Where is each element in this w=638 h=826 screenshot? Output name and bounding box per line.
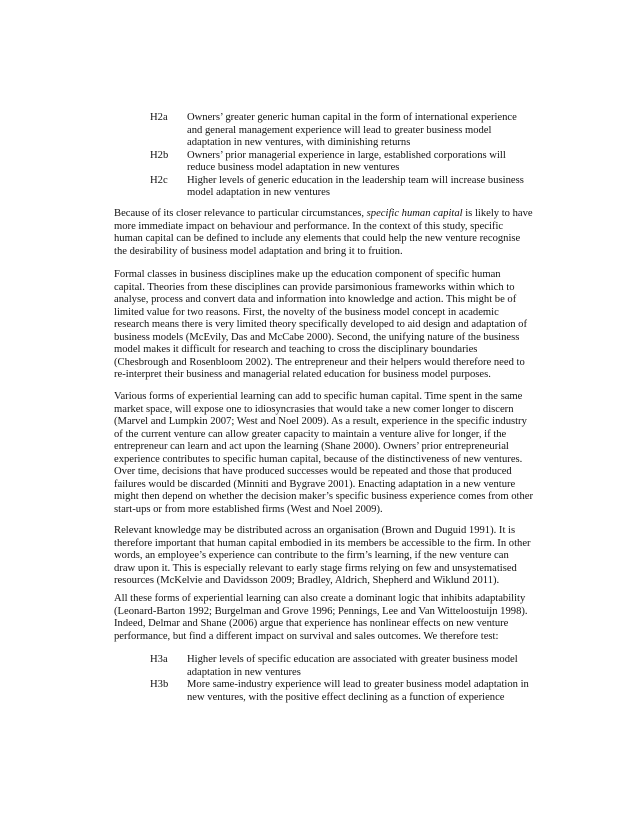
hypothesis-code: H2b <box>150 149 169 161</box>
paragraph-line: market space, will expose one to idiosyncrasies that would take a new comer longer to discern <box>114 403 514 415</box>
hypothesis-line: new ventures, with the positive effect declining as a function of experience <box>187 691 505 703</box>
paragraph-line: experience contributes to specific human capital, because of the distinctiveness of new ventures. <box>114 453 523 465</box>
paragraph-line: limited value for two reasons. First, the novelty of the business model concept in academic <box>114 306 499 318</box>
paragraph-line: Over time, decisions that have produced successes would be repeated and those that produced <box>114 466 512 477</box>
hypothesis-code: H3a <box>150 654 168 665</box>
emphasis-term: specific human capital <box>366 208 463 219</box>
paragraph-experiential-learning <box>114 391 534 516</box>
paragraph-line: entrepreneur can learn and act upon the learning (Shane 2000). Owners’ prior entrepreneurial <box>114 441 509 452</box>
hypothesis-line: Higher levels of generic education in the leadership team will increase business <box>187 174 524 186</box>
paragraph-line: (Leonard-Barton 1992; Burgelman and Grove 1996; Pennings, Lee and Van Witteloostuijn 1998). <box>114 605 528 617</box>
hypothesis-h2b <box>114 150 534 175</box>
paragraph-line: capital. Theories from these disciplines can provide parsimonious frameworks within which to <box>114 281 515 293</box>
paragraph-line: words, an employee’s experience can contribute to the firm’s learning, if the new venture can <box>114 550 509 561</box>
paragraph-line: more immediate impact on behaviour and performance. In the context of this study, specific <box>114 220 504 232</box>
hypothesis-line: Owners’ prior managerial experience in large, established corporations will <box>187 149 506 161</box>
paragraph-line: Indeed, Delmar and Shane (2006) argue that experience has nonlinear effects on new venture <box>114 618 509 629</box>
paragraph-line: Formal classes in business disciplines make up the education component of specific human <box>114 269 501 280</box>
paragraph-line: re-interpret their business and managerial related education for business model purposes. <box>114 369 491 380</box>
hypothesis-code: H3b <box>150 679 169 690</box>
hypothesis-h3b <box>114 679 534 704</box>
hypothesis-line: model adaptation in new ventures <box>187 187 330 198</box>
paragraph-line: research means there is very limited theory specifically developed to aid design and adaptation of <box>114 319 528 330</box>
hypothesis-h3a <box>114 654 534 679</box>
hypothesis-code: H2c <box>150 174 168 186</box>
paragraph-line: Relevant knowledge may be distributed across an organisation (Brown and Duguid 1991). It is <box>114 525 516 536</box>
paragraph-line: failures would be discarded (Minniti and Bygrave 2001). Enacting adaptation in a new venture <box>114 478 516 490</box>
hypotheses-bottom <box>114 654 534 704</box>
paragraph-line: the desirability of business model adaptation and bring it to fruition. <box>114 245 403 257</box>
paragraph-line: start-ups or from more established firms (West and Noel 2009). <box>114 503 383 515</box>
paragraph-line: therefore important that human capital embodied in its members be accessible to the firm. In other <box>114 537 531 549</box>
hypothesis-line: reduce business model adaptation in new ventures <box>187 162 400 173</box>
paragraph-line: business models (McEvily, Das and McCabe 2000). Second, the unifying nature of the business <box>114 331 520 343</box>
hypotheses-top <box>114 112 534 200</box>
paragraph-line: All these forms of experiential learning can also create a dominant logic that inhibits adaptability <box>114 593 526 604</box>
paragraph-line <box>114 208 534 221</box>
paragraph-line: human capital can be defined to include any elements that could help the new venture recognise <box>114 233 521 244</box>
hypothesis-line: More same-industry experience will lead to greater business model adaptation in <box>187 679 529 690</box>
paragraph-line: performance, but find a different impact on survival and sales outcomes. We therefore test: <box>114 630 499 642</box>
paragraph-text: Because of its closer relevance to particular circumstances, <box>114 208 367 219</box>
paragraph-text: is likely to have <box>462 208 533 219</box>
hypothesis-code: H2a <box>150 112 168 123</box>
paragraph-line: model makes it difficult for research and teaching to cross the disciplinary boundaries <box>114 344 478 355</box>
paragraph-line: Various forms of experiential learning can add to specific human capital. Time spent in the same <box>114 391 523 402</box>
paragraph-line: (Marvel and Lumpkin 2007; West and Noel 2009). As a result, experience in the specific industry <box>114 416 527 427</box>
paragraph-line: (Chesbrough and Rosenbloom 2002). The entrepreneur and their helpers would therefore need to <box>114 356 525 368</box>
paragraph-line: might then depend on whether the decision maker’s specific business experience comes from other <box>114 491 534 502</box>
paragraph-specific-human-capital <box>114 208 534 258</box>
hypothesis-line: and general management experience will lead to greater business model <box>187 124 492 136</box>
hypothesis-h2c <box>114 175 534 200</box>
hypothesis-line: adaptation in new ventures <box>187 666 301 678</box>
hypothesis-line: Owners’ greater generic human capital in the form of international experience <box>187 112 517 123</box>
paragraph-line: resources (McKelvie and Davidsson 2009; Bradley, Aldrich, Shepherd and Wiklund 2011). <box>114 575 500 586</box>
hypothesis-line: Higher levels of specific education are associated with greater business model <box>187 654 518 665</box>
hypothesis-h2a <box>114 112 534 150</box>
paragraph-line: draw upon it. This is especially relevant to early stage firms relying on few and unsystematised <box>114 562 517 574</box>
paragraph-dominant-logic <box>114 593 534 643</box>
paragraph-formal-classes <box>114 269 534 382</box>
paragraph-relevant-knowledge <box>114 525 534 588</box>
paragraph-line: analyse, process and convert data and information into knowledge and action. This might be of <box>114 294 517 305</box>
paragraph-line: of the current venture can allow greater capacity to maintain a venture alive for longer, if the <box>114 428 507 440</box>
hypothesis-line: adaptation in new ventures, with diminishing returns <box>187 137 411 148</box>
